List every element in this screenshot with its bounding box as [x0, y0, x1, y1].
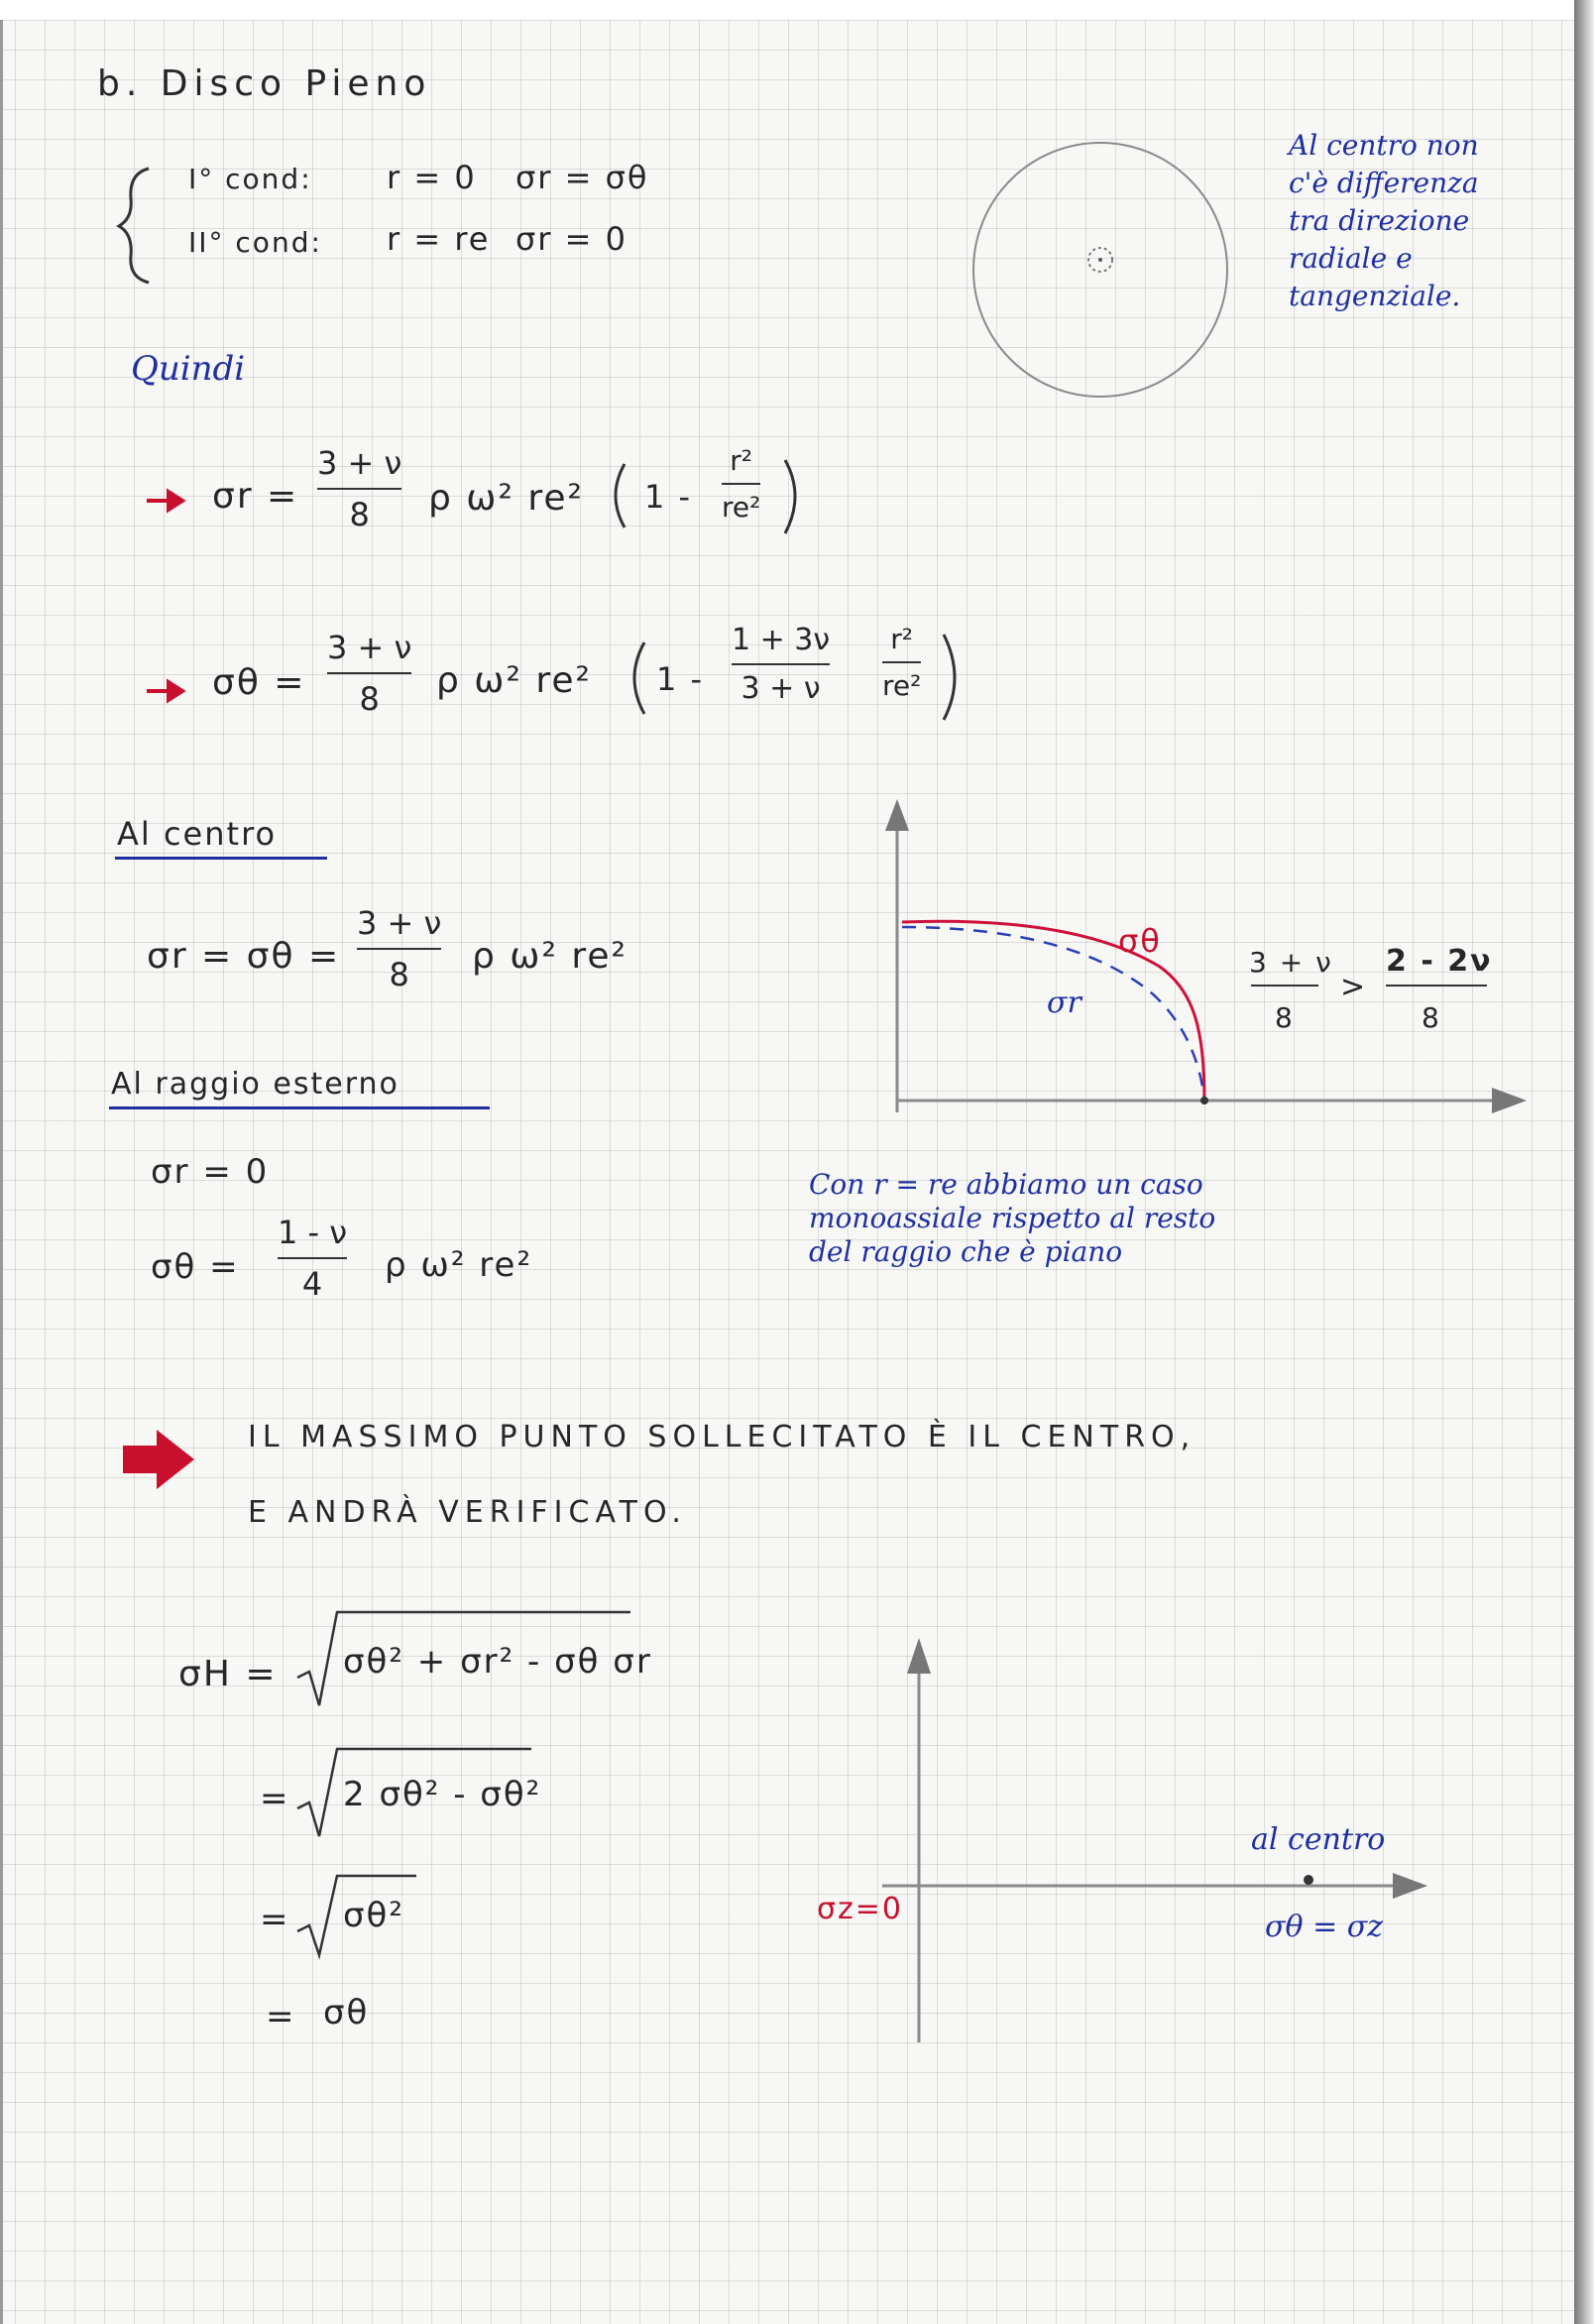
- outer-heading: Al raggio esterno: [111, 1067, 399, 1102]
- paren-left-2: [634, 642, 644, 714]
- vm-lhs: σH =: [178, 1654, 278, 1694]
- vm-line-1: σθ² + σr² - σθ σr: [343, 1642, 652, 1682]
- outer-sr: σr = 0: [151, 1152, 270, 1192]
- cmp-left-num: 3 + ν: [1249, 946, 1333, 979]
- brace-icon: [119, 169, 149, 283]
- formula-st-inner-frac: [882, 623, 921, 702]
- formula-sr-frac: [317, 444, 401, 533]
- center-lhs: σr = σθ =: [147, 936, 341, 977]
- formula-sr-inner-frac: [722, 444, 760, 523]
- paren-left: [616, 464, 625, 527]
- formula-st-coef-frac: [732, 623, 830, 706]
- formula-st-one: 1 -: [656, 660, 705, 698]
- graph1-st-label: σθ: [1118, 922, 1162, 960]
- frac-bar: [732, 663, 830, 665]
- formula-st-mid: ρ ω² re²: [436, 660, 592, 701]
- cond-2-r: r = re: [387, 220, 491, 258]
- formula-sr-inner-num: r²: [730, 444, 753, 477]
- cmp-left-den: 8: [1275, 1001, 1295, 1034]
- vm-eq-2: =: [260, 1779, 290, 1818]
- cmp-right-num: 2 - 2ν: [1386, 944, 1493, 979]
- outer-st-lhs: σθ =: [151, 1247, 240, 1287]
- formula-sr-one: 1 -: [644, 478, 693, 516]
- frac-bar: [327, 672, 411, 674]
- formula-sr-den: 8: [349, 496, 370, 533]
- frac-bar: [882, 661, 921, 663]
- disc-center-dot: [1098, 258, 1102, 262]
- paren-right: [785, 460, 795, 533]
- side-note-line-5: tangenziale.: [1289, 280, 1461, 312]
- vm-line-2: 2 σθ² - σθ²: [343, 1775, 542, 1814]
- formula-st-inner-num: r²: [890, 623, 914, 655]
- outer-st-frac: [278, 1214, 347, 1303]
- formula-st-lhs: σθ =: [212, 662, 306, 703]
- section-title: b. Disco Pieno: [97, 63, 432, 104]
- conclusion-arrow-icon: [123, 1430, 194, 1489]
- formula-st-num: 3 + ν: [327, 629, 412, 666]
- graph2-eq-label: σθ = σz: [1265, 1910, 1384, 1944]
- formula-sr-lhs: σr =: [212, 476, 299, 517]
- center-num: 3 + ν: [357, 904, 442, 942]
- vm-line-4: σθ: [323, 1993, 370, 2033]
- graph-note-line-2: monoassiale rispetto al resto: [809, 1202, 1216, 1234]
- frac-bar: [317, 488, 401, 490]
- graph1-sr-label: σr: [1047, 986, 1082, 1020]
- center-den: 8: [389, 956, 409, 993]
- formula-sr-num: 3 + ν: [317, 444, 402, 482]
- graph2-center-dot: [1304, 1875, 1313, 1885]
- frac-bar: [278, 1257, 347, 1259]
- conclusion-line-1: IL MASSIMO PUNTO SOLLECITATO È IL CENTRO,: [248, 1420, 1196, 1454]
- graph2-x-arrow-icon: [1393, 1873, 1427, 1899]
- frac-bar: [357, 948, 441, 950]
- cond-1-label: I° cond:: [188, 163, 312, 195]
- disc-circle: [973, 143, 1227, 397]
- center-heading: Al centro: [117, 815, 278, 853]
- graph1-x-arrow-icon: [1492, 1088, 1527, 1113]
- graph2-y-arrow-icon: [907, 1638, 931, 1674]
- side-note-line-2: c'è differenza: [1289, 167, 1479, 199]
- side-note-line-1: Al centro non: [1289, 129, 1479, 162]
- cond-2-sigma: σr = 0: [515, 220, 627, 258]
- formula-st-frac: [327, 629, 411, 718]
- vm-eq-3: =: [260, 1900, 290, 1939]
- cmp-sign: >: [1340, 970, 1368, 1004]
- formula-st-coef-den: 3 + ν: [740, 671, 821, 706]
- formula-st-den: 8: [359, 680, 380, 718]
- frac-bar: [722, 483, 760, 485]
- quindi-label: Quindi: [131, 349, 246, 389]
- center-frac: [357, 904, 441, 993]
- graph2-z-label: σz=0: [817, 1892, 903, 1926]
- side-note-line-4: radiale e: [1289, 242, 1413, 275]
- graph-note-line-3: del raggio che è piano: [809, 1235, 1123, 1268]
- center-tail: ρ ω² re²: [472, 936, 627, 977]
- vm-line-3: σθ²: [343, 1896, 404, 1935]
- cond-1-r: r = 0: [387, 159, 477, 196]
- vm-eq-4: =: [266, 1997, 296, 2036]
- conclusion-line-2: E ANDRÀ VERIFICATO.: [248, 1495, 687, 1530]
- cond-2-label: II° cond:: [188, 226, 322, 259]
- cmp-right-den: 8: [1422, 1001, 1441, 1034]
- cond-1-sigma: σr = σθ: [515, 159, 649, 196]
- outer-st-tail: ρ ω² re²: [385, 1245, 533, 1285]
- outer-underline: [109, 1106, 490, 1109]
- graph1-end-dot: [1200, 1097, 1208, 1104]
- center-underline: [115, 857, 327, 860]
- side-note-line-3: tra direzione: [1289, 204, 1470, 237]
- formula-st-inner-den: re²: [882, 669, 922, 702]
- formula-sr-inner-den: re²: [722, 491, 761, 523]
- graph-note-line-1: Con r = re abbiamo un caso: [809, 1168, 1203, 1201]
- paren-right-2: [944, 635, 955, 720]
- graph1-y-arrow-icon: [885, 799, 909, 831]
- outer-st-den: 4: [301, 1265, 323, 1303]
- formula-sr-mid: ρ ω² re²: [428, 478, 584, 519]
- graph2-center-label: al centro: [1251, 1822, 1386, 1857]
- arrow-sr-icon: [147, 492, 182, 510]
- outer-st-num: 1 - ν: [278, 1214, 348, 1251]
- formula-st-coef-num: 1 + 3ν: [732, 623, 831, 657]
- arrow-st-icon: [147, 682, 182, 700]
